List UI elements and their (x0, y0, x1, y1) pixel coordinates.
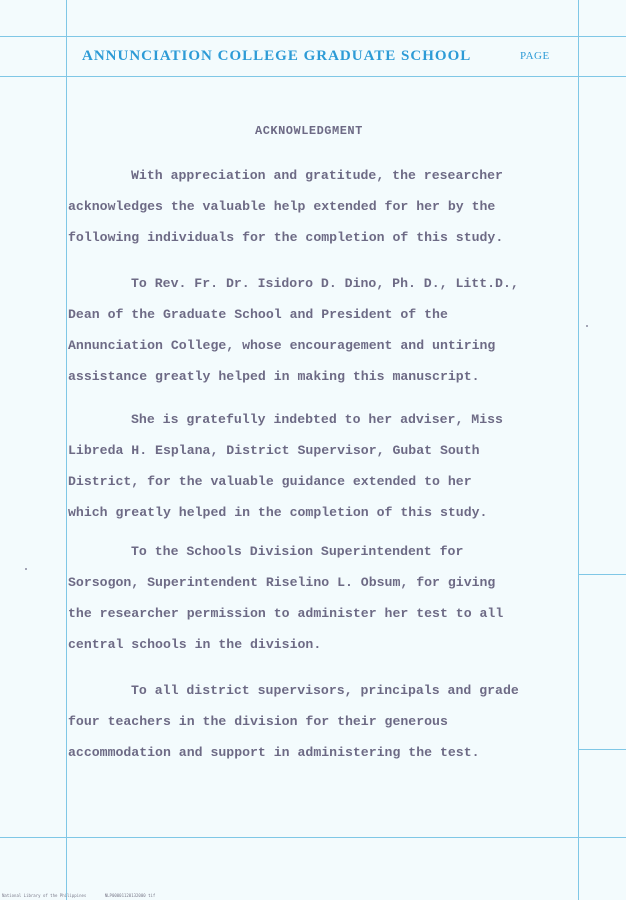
paragraph-line: acknowledges the valuable help extended for her by the (68, 199, 496, 214)
paragraph (68, 412, 568, 536)
paragraph-line: She is gratefully indebted to her adviser, Miss (131, 412, 503, 427)
footer-library: National Library of the Philippines (2, 893, 87, 898)
paragraph-line: following individuals for the completion of this study. (68, 230, 504, 245)
paragraph-line: Dean of the Graduate School and President of the (68, 307, 448, 322)
paragraph-line: Libreda H. Esplana, District Supervisor, Gubat South (68, 443, 480, 458)
paragraph-line: To Rev. Fr. Dr. Isidoro D. Dino, Ph. D., Litt.D., (131, 276, 519, 291)
paragraph-line: To the Schools Division Superintendent for (131, 544, 464, 559)
paragraph-line: Annunciation College, whose encouragement and untiring (68, 338, 496, 353)
rule-line-right-margin-1 (578, 574, 626, 575)
rule-line-right-margin-2 (578, 749, 626, 750)
footer-file-id: NLP00001120132000 tif (104, 893, 156, 898)
paragraph-line: Sorsogon, Superintendent Riselino L. Obsum, for giving (68, 575, 496, 590)
margin-line-left (66, 0, 67, 900)
paragraph-line: To all district supervisors, principals and grade (131, 683, 519, 698)
paragraph (68, 683, 568, 776)
paragraph (68, 168, 568, 261)
letterhead-title: ANNUNCIATION COLLEGE GRADUATE SCHOOL (82, 48, 472, 64)
paragraph-line: central schools in the division. (68, 637, 322, 652)
paragraph-line: assistance greatly helped in making this manuscript. (68, 369, 480, 384)
paragraph (68, 276, 568, 400)
margin-line-right (578, 0, 579, 900)
document-heading: ACKNOWLEDGMENT (255, 124, 363, 138)
rule-line-header-bottom (0, 76, 626, 77)
paragraph (68, 544, 568, 668)
paragraph-line: With appreciation and gratitude, the researcher (131, 168, 503, 183)
paragraph-line: four teachers in the division for their generous (68, 714, 448, 729)
paragraph-line: the researcher permission to administer her test to all (68, 606, 504, 621)
scan-footer (2, 893, 171, 898)
rule-line-bottom (0, 837, 626, 838)
rule-line-top (0, 36, 626, 37)
scan-speck (25, 568, 27, 570)
paragraph-line: which greatly helped in the completion of this study. (68, 505, 488, 520)
page-number-label: PAGE (520, 50, 550, 62)
paragraph-line: accommodation and support in administering the test. (68, 745, 480, 760)
scan-speck (586, 325, 588, 327)
paragraph-line: District, for the valuable guidance extended to her (68, 474, 472, 489)
